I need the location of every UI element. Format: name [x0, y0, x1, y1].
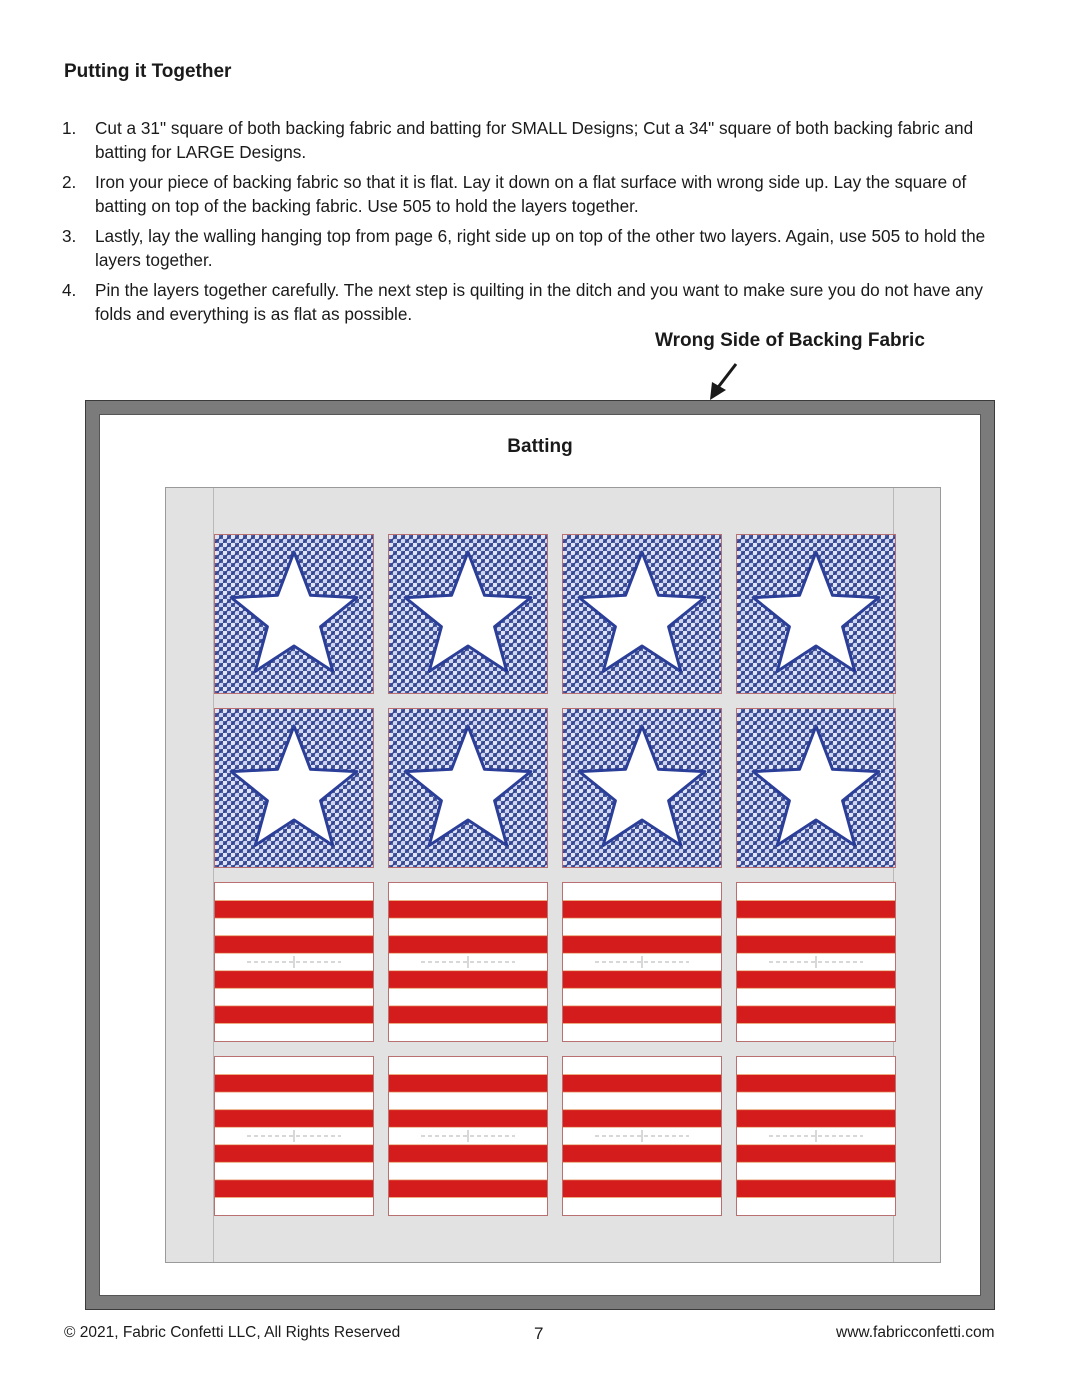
stripe: [215, 988, 373, 1006]
star-block: [214, 708, 374, 868]
step-number: 2.: [62, 172, 77, 192]
stripe-block: [388, 882, 548, 1042]
stripe: [389, 901, 547, 919]
stripe: [389, 883, 547, 901]
step-number: 4.: [62, 280, 77, 300]
stripe: [737, 1180, 895, 1198]
stripe: [563, 1180, 721, 1198]
stripe: [215, 1075, 373, 1093]
stripe-block: [562, 1056, 722, 1216]
stripe: [563, 1075, 721, 1093]
stripe: [563, 971, 721, 989]
step-text: Cut a 31" square of both backing fabric and batting for SMALL Designs; Cut a 34" square of both backing fabric and batting for LARGE Designs.: [95, 118, 974, 162]
stripe: [215, 936, 373, 954]
stripe: [389, 1162, 547, 1180]
stripe: [215, 918, 373, 936]
stripe: [737, 1162, 895, 1180]
stripe: [215, 1162, 373, 1180]
stripe: [389, 1006, 547, 1024]
stripe: [737, 918, 895, 936]
stripe: [737, 1092, 895, 1110]
stripe: [215, 1180, 373, 1198]
stripe: [215, 1023, 373, 1041]
page-number: 7: [534, 1324, 544, 1343]
stripe: [389, 971, 547, 989]
star-block: [388, 708, 548, 868]
instruction-list: [62, 116, 1012, 332]
stripe: [563, 883, 721, 901]
star-block: [562, 534, 722, 694]
stripe: [389, 988, 547, 1006]
quilt-top: [165, 487, 941, 1263]
stripe: [215, 883, 373, 901]
stripe: [737, 988, 895, 1006]
stripe: [389, 936, 547, 954]
stripe: [563, 1023, 721, 1041]
instruction-step: [62, 278, 1012, 326]
stripe: [563, 1197, 721, 1215]
stripe: [563, 1092, 721, 1110]
stripe-block: [214, 882, 374, 1042]
stripe: [563, 988, 721, 1006]
stripe-block: [388, 1056, 548, 1216]
instruction-step: [62, 170, 1012, 218]
stripe: [737, 883, 895, 901]
stripe: [215, 1145, 373, 1163]
backing-fabric-label: Wrong Side of Backing Fabric: [655, 330, 925, 351]
stripe: [737, 1075, 895, 1093]
batting-label: Batting: [507, 436, 573, 457]
instruction-step: [62, 224, 1012, 272]
stripe: [563, 918, 721, 936]
step-text: Lastly, lay the walling hanging top from page 6, right side up on top of the other two layers. Again, use 505 to hold the layers together.: [95, 226, 986, 270]
stripe: [563, 1110, 721, 1128]
stripe: [737, 1145, 895, 1163]
star-block: [736, 534, 896, 694]
stripe: [389, 1092, 547, 1110]
stripe: [389, 1023, 547, 1041]
step-number: 3.: [62, 226, 77, 246]
stripe-block: [736, 882, 896, 1042]
stripe-block: [562, 882, 722, 1042]
stripe: [389, 1057, 547, 1075]
stripe: [737, 1197, 895, 1215]
stripe: [215, 1197, 373, 1215]
stripe: [215, 1092, 373, 1110]
stripe: [215, 901, 373, 919]
stripe: [389, 1180, 547, 1198]
stripe: [563, 1006, 721, 1024]
stripe: [737, 1023, 895, 1041]
stripe: [389, 918, 547, 936]
stripe: [215, 1006, 373, 1024]
stripe: [563, 1145, 721, 1163]
stripe: [563, 1162, 721, 1180]
stripe: [563, 1057, 721, 1075]
stripe: [215, 971, 373, 989]
website-url: www.fabricconfetti.com: [836, 1324, 995, 1341]
stripe: [737, 901, 895, 919]
star-block: [214, 534, 374, 694]
copyright-notice: © 2021, Fabric Confetti LLC, All Rights Reserved: [64, 1324, 401, 1341]
star-block: [388, 534, 548, 694]
stripe: [563, 936, 721, 954]
stripe: [737, 936, 895, 954]
stripe: [737, 1057, 895, 1075]
stripe: [563, 901, 721, 919]
section-heading: Putting it Together: [64, 61, 232, 82]
pointer-arrow-icon: [700, 360, 740, 404]
stripe-block: [736, 1056, 896, 1216]
stripe: [737, 971, 895, 989]
batting-layer: [99, 414, 981, 1296]
stripe: [389, 1197, 547, 1215]
step-text: Pin the layers together carefully. The next step is quilting in the ditch and you want to make sure you do not have any folds and everything is as flat as possible.: [95, 280, 983, 324]
stripe: [215, 1110, 373, 1128]
step-text: Iron your piece of backing fabric so that it is flat. Lay it down on a flat surface with wrong side up. Lay the square of batting on top of the backing fabric. Use 505 to hold the layers together.: [95, 172, 967, 216]
stripe: [737, 1006, 895, 1024]
stripe: [389, 1110, 547, 1128]
backing-fabric: [85, 400, 995, 1310]
instruction-step: [62, 116, 1012, 164]
star-block: [736, 708, 896, 868]
stripe: [389, 1075, 547, 1093]
step-number: 1.: [62, 118, 77, 138]
stripe-block: [214, 1056, 374, 1216]
stripe: [737, 1110, 895, 1128]
star-block: [562, 708, 722, 868]
stripe: [215, 1057, 373, 1075]
stripe: [389, 1145, 547, 1163]
